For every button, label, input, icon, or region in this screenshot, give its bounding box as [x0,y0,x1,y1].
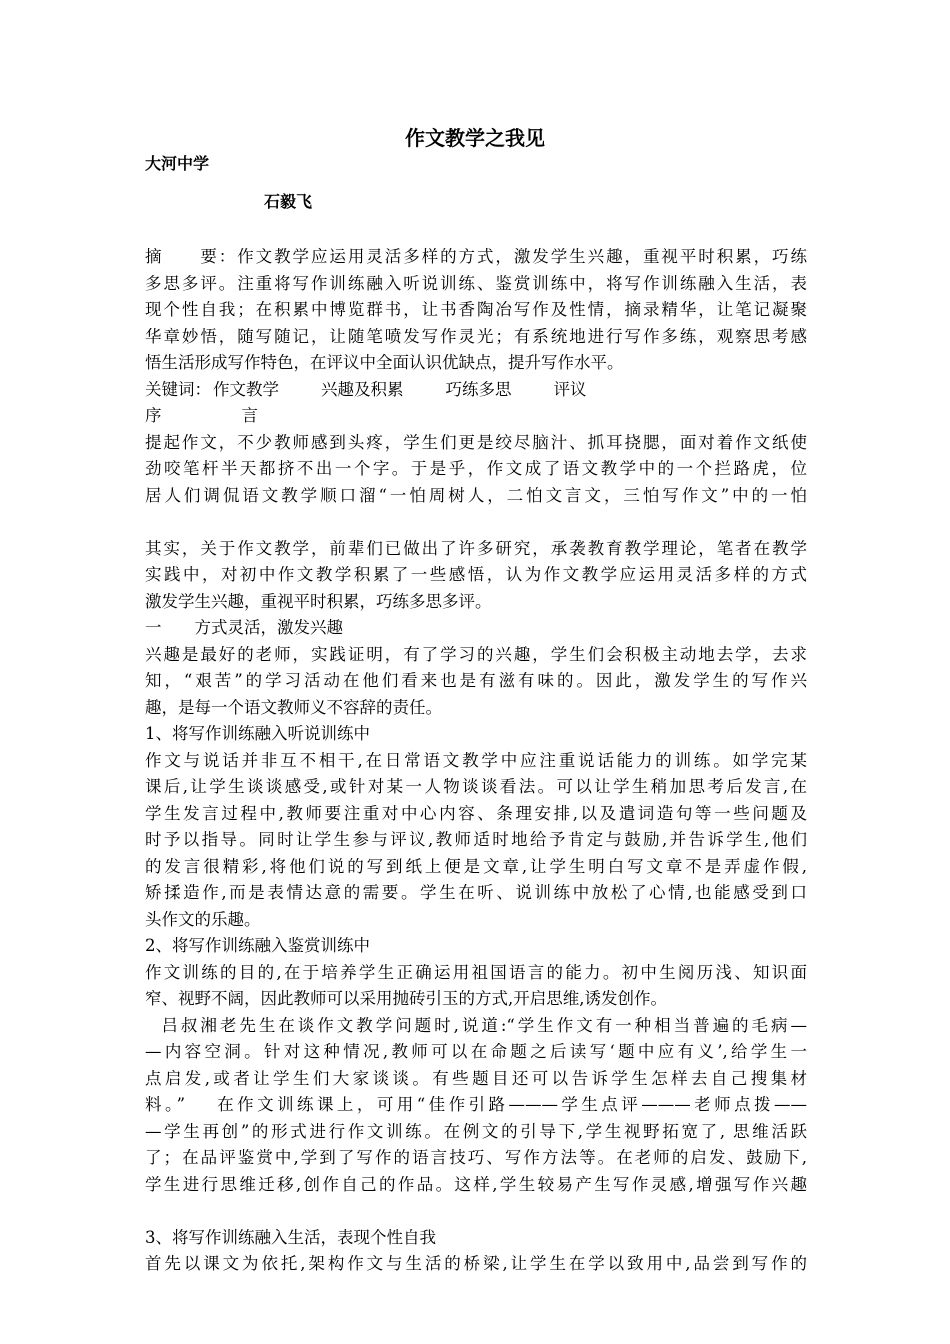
preface-char: 序 [145,406,162,425]
paragraph-line: 作文训练的目的,在于培养学生正确运用祖国语言的能力。初中生阅历浅、知识面 [145,962,807,982]
abstract-line: 现个性自我；在积累中博览群书，让书香陶冶写作及性情，摘录精华，让笔记凝聚 [145,300,807,319]
paragraph-line: 的发言很精彩,将他们说的写到纸上便是文章,让学生明白写文章不是弄虚作假, [145,856,807,876]
paragraph-line: 头作文的乐趣。 [145,909,261,929]
paragraph-line: 提起作文，不少教师感到头疼，学生们更是绞尽脑汁、抓耳挠腮，面对着作文纸使 [145,432,807,452]
document-title: 作文教学之我见 [405,126,545,150]
keyword: 兴趣及积累 [321,379,404,399]
paragraph-line: 兴趣是最好的老师，实践证明，有了学习的兴趣，学生们会积极主动地去学，去求 [145,644,807,664]
paragraph-line: 时予以指导。同时让学生参与评议,教师适时地给予肯定与鼓励,并告诉学生,他们 [145,830,807,849]
paragraph-line: 课后,让学生谈谈感受,或针对某一人物谈谈看法。可以让学生稍加思考后发言,在 [145,777,807,796]
section-heading: 一 方式灵活，激发兴趣 [145,618,343,637]
subsection-heading: 3、将写作训练融入生活，表现个性自我 [145,1227,436,1247]
paragraph-line: 学生进行思维迁移,创作自己的作品。这样,学生较易产生写作灵感,增强写作兴趣 [145,1174,807,1194]
keywords-label: 关键词： [145,379,211,399]
paragraph-line: 实践中，对初中作文教学积累了一些感悟，认为作文教学应运用灵活多样的方式 [145,565,807,584]
abstract-line: 多思多评。注重将写作训练融入听说训练、鉴赏训练中，将写作训练融入生活，表 [145,273,807,293]
paragraph-line: 矫揉造作,而是表情达意的需要。学生在听、说训练中放松了心情,也能感受到口 [145,883,807,902]
paragraph-line: 知，“艰苦”的学习活动在他们看来也是有滋有味的。因此，激发学生的写作兴 [145,671,807,690]
abstract-line: 摘 要：作文教学应运用灵活多样的方式，激发学生兴趣，重视平时积累，巧练 [145,247,807,266]
keywords-line [145,377,807,404]
subsection-heading: 1、将写作训练融入听说训练中 [145,724,370,743]
author-name: 石毅飞 [264,192,313,211]
subsection-heading: 2、将写作训练融入鉴赏训练中 [145,936,370,955]
abstract-line: 华章妙悟，随写随记，让随笔喷发写作灵光；有系统地进行写作多练，观察思考感 [145,326,807,346]
paragraph-line: 料。” 在作文训练课上，可用“佳作引路———学生点评———老师点拨—— [145,1095,807,1114]
keyword: 评议 [553,379,587,399]
paragraph-line: 吕叔湘老先生在谈作文教学问题时,说道:“学生作文有一种相当普遍的毛病— [145,1015,807,1035]
paragraph-line: —内容空洞。针对这种情况,教师可以在命题之后读写‘题中应有义’,给学生一 [145,1042,807,1061]
blank-line [145,1198,807,1225]
paragraph-line: 趣，是每一个语文教师义不容辞的责任。 [145,697,442,717]
paragraph-line: 了；在品评鉴赏中,学到了写作的语言技巧、写作方法等。在老师的启发、鼓励下, [145,1148,807,1167]
paragraph-line: 其实，关于作文教学，前辈们已做出了许多研究，承袭教育教学理论，笔者在教学 [145,538,807,558]
keyword: 巧练多思 [445,379,512,399]
school-name: 大河中学 [145,154,210,173]
preface-char: 言 [241,406,258,425]
paragraph-line: 作文与说话并非互不相干,在日常语文教学中应注重说话能力的训练。如学完某 [145,750,807,770]
paragraph-line: 点启发,或者让学生们大家谈谈。有些题目还可以告诉学生怎样去自己搜集材 [145,1068,807,1088]
blank-line [145,509,807,536]
paragraph-line: 首先以课文为依托,架构作文与生活的桥梁,让学生在学以致用中,品尝到写作的 [145,1254,807,1273]
preface-heading [145,403,807,430]
document-body [145,244,807,1278]
paragraph-line: 学生发言过程中,教师要注重对中心内容、条理安排,以及遣词造句等一些问题及 [145,803,807,823]
abstract-line: 悟生活形成写作特色，在评议中全面认识优缺点，提升写作水平。 [145,353,624,372]
paragraph-line: 激发学生兴趣，重视平时积累，巧练多思多评。 [145,591,492,611]
paragraph-line: —学生再创”的形式进行作文训练。在例文的引导下,学生视野拓宽了, 思维活跃 [145,1121,807,1141]
paragraph-line: 窄、视野不阔，因此教师可以采用抛砖引玉的方式,开启思维,诱发创作。 [145,989,667,1008]
paragraph-line: 劲咬笔杆半天都挤不出一个字。于是乎，作文成了语文教学中的一个拦路虎，位 [145,459,807,478]
keyword: 作文教学 [213,379,279,399]
paragraph-line: 居人们调侃语文教学顺口溜“一怕周树人，二怕文言文，三怕写作文”中的一怕 [145,485,807,505]
